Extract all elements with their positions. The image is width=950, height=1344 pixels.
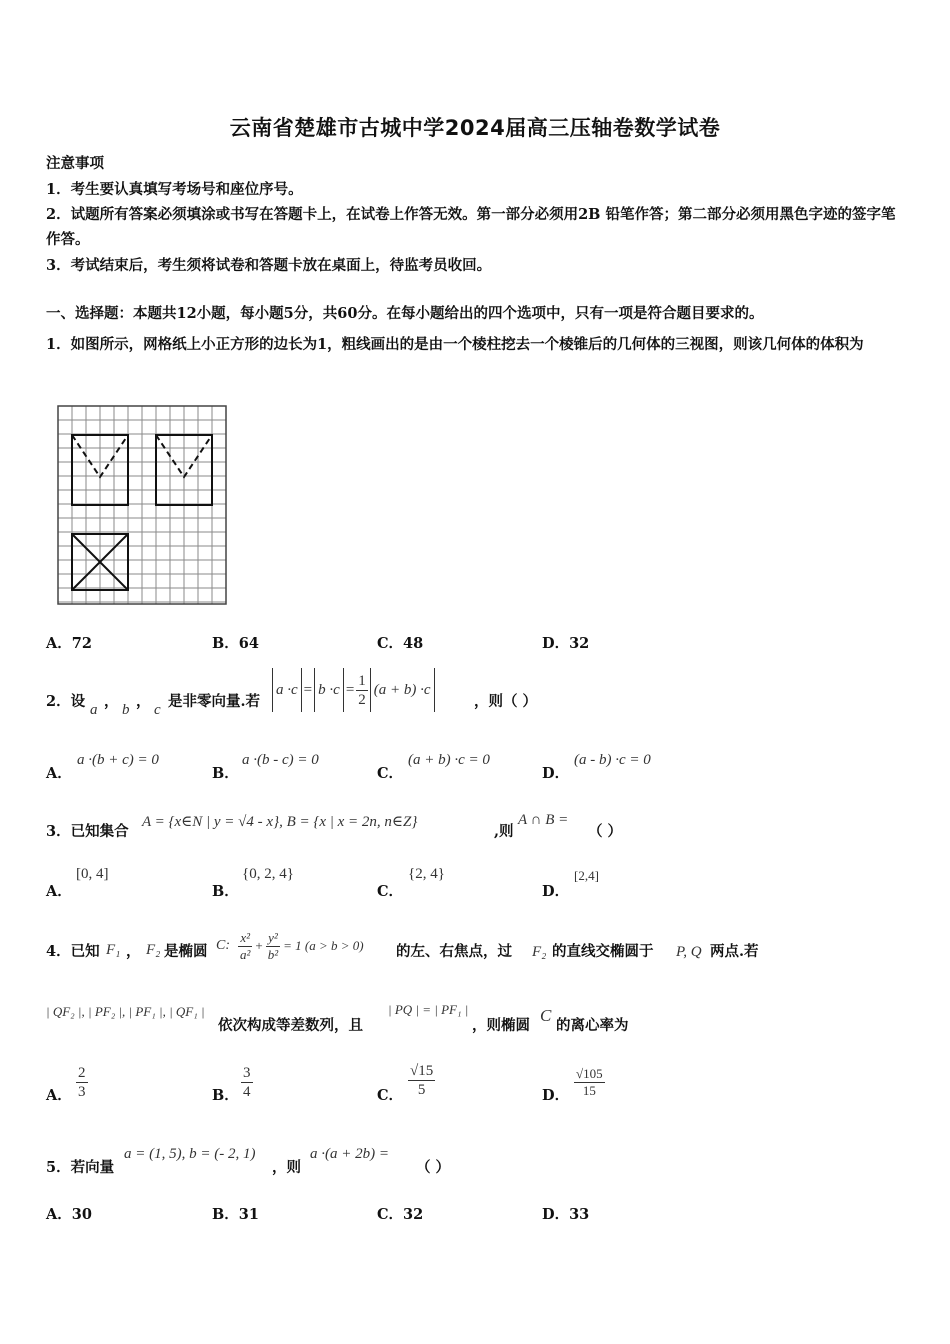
q4-option-c-frac: $\frac{√15}{5}$: [410, 1063, 434, 1098]
q3-pre: 3．已知集合: [46, 823, 129, 840]
q4-mid2: 的直线交椭圆于: [552, 943, 654, 960]
q2-option-a[interactable]: A．: [46, 765, 72, 782]
q5-option-b[interactable]: B．31: [212, 1206, 259, 1223]
q3-then: ,则: [494, 823, 514, 840]
q3-option-c[interactable]: C．: [377, 883, 404, 900]
q4-pq: P, Q: [676, 944, 702, 960]
q2-abs-2: b ·c: [314, 668, 344, 712]
q4-f1: F₁: [106, 942, 121, 958]
q3-option-c-expr: {2, 4}: [408, 866, 445, 882]
q3-option-a[interactable]: A．: [46, 883, 72, 900]
q4-c: C: [540, 1006, 552, 1025]
q2-abs-3: (a + b) ·c: [370, 668, 435, 712]
q2-option-d-expr: (a - b) ·c = 0: [574, 752, 651, 768]
q4-f2-b: F₂: [532, 944, 547, 960]
q4-f2: F₂: [146, 942, 161, 958]
section-heading: 一、选择题：本题共12小题，每小题5分，共60分。在每小题给出的四个选项中，只有一项是符合题目要求的。: [46, 305, 764, 322]
q4-tail: 的离心率为: [556, 1017, 629, 1034]
q4-option-b[interactable]: B．: [212, 1087, 239, 1104]
q2-option-d[interactable]: D．: [542, 765, 570, 782]
notice-item-1: 1．考生要认真填写考场号和座位序号。: [46, 181, 303, 198]
page-title: 云南省楚雄市古城中学2024届高三压轴卷数学试卷: [229, 116, 721, 140]
q4-condition: | PQ | = | PF₁ |: [388, 1002, 469, 1017]
q3-intersection: A ∩ B =: [518, 812, 569, 828]
q2-pre: 2．设: [46, 693, 86, 710]
q4-pre: 4．已知: [46, 943, 100, 960]
q3-option-b[interactable]: B．: [212, 883, 239, 900]
q2-option-b-expr: a ·(b - c) = 0: [242, 752, 319, 768]
q3-option-b-expr: {0, 2, 4}: [242, 866, 294, 882]
q2-condition: a ·c = b ·c = $\frac{1}{2}$ (a + b) ·c: [272, 664, 435, 716]
q2-option-a-expr: a ·(b + c) = 0: [77, 752, 159, 768]
q3-option-d-expr: [2,4]: [574, 868, 599, 883]
q5-option-c[interactable]: C．32: [377, 1206, 424, 1223]
q4-is-ellipse: 是椭圆: [164, 943, 208, 960]
q5-expression: a ·(a + 2b) =: [310, 1146, 389, 1162]
three-view-figure: [54, 402, 230, 608]
q1-option-c[interactable]: C．48: [377, 635, 424, 652]
q4-option-a-frac: $\frac{2}{3}$: [78, 1065, 86, 1100]
q4-option-a[interactable]: A．: [46, 1087, 72, 1104]
q5-option-a[interactable]: A．30: [46, 1206, 92, 1223]
q4-mid5: ，则椭圆: [472, 1017, 530, 1034]
q4-option-d-frac: $\frac{√105}{15}$: [576, 1066, 603, 1098]
q1-stem: 1．如图所示，网格纸上小正方形的边长为1，粗线画出的是由一个棱柱挖去一个棱锥后的几何体的三视图，则该几何体的体积为: [46, 336, 864, 353]
q4-option-d[interactable]: D．: [542, 1087, 570, 1104]
q3-sets: A = {x∈N | y = √4 - x}, B = {x | x = 2n, n∈Z}: [142, 814, 418, 830]
q2-half: $\frac{1}{2}$: [358, 672, 366, 708]
q5-vectors: a = (1, 5), b = (- 2, 1): [124, 1146, 256, 1162]
q2-option-b[interactable]: B．: [212, 765, 239, 782]
q4-mid3: 两点.若: [710, 943, 759, 960]
q4-ellipse-eq: C: $\frac{\text{x²}}{\text{a²}}$ + $\frac{\text{y²}}{\text{b²}}$ = 1 (a > b > 0): [216, 929, 364, 962]
q3-option-a-expr: [0, 4]: [76, 866, 109, 882]
q4-mid1: 的左、右焦点，过: [396, 943, 512, 960]
notice-item-3: 3．考试结束后，考生须将试卷和答题卡放在桌面上，待监考员收回。: [46, 257, 492, 274]
q1-option-a[interactable]: A．72: [46, 635, 92, 652]
q2-sep-2: ，: [136, 693, 151, 710]
q1-option-b[interactable]: B．64: [212, 635, 259, 652]
q2-option-c[interactable]: C．: [377, 765, 404, 782]
q4-sep: ，: [126, 943, 141, 960]
notice-heading: 注意事项: [46, 155, 104, 172]
q5-blank: （ ）: [416, 1159, 451, 1176]
q1-option-d[interactable]: D．32: [542, 635, 590, 652]
q4-sequence: | QF₂ |, | PF₂ |, | PF₁ |, | QF₁ |: [46, 1004, 205, 1019]
q2-option-c-expr: (a + b) ·c = 0: [408, 752, 490, 768]
q5-pre: 5．若向量: [46, 1159, 115, 1176]
q2-vec-b: b: [122, 702, 130, 718]
q4-option-c[interactable]: C．: [377, 1087, 404, 1104]
q2-abs-1: a ·c: [272, 668, 302, 712]
q2-sep-1: ，: [104, 693, 119, 710]
q5-option-d[interactable]: D．33: [542, 1206, 590, 1223]
q3-blank: （ ）: [588, 823, 623, 840]
q2-vec-a: a: [90, 702, 98, 718]
notice-item-2: 2．试题所有答案必须填涂或书写在答题卡上，在试卷上作答无效。第一部分必须用2B 铅笔作答；第二部分必须用黑色字迹的签字笔作答。: [46, 206, 896, 248]
q4-option-b-frac: $\frac{3}{4}$: [243, 1065, 251, 1100]
q2-vec-c: c: [154, 702, 161, 718]
q4-mid4: 依次构成等差数列，且: [218, 1017, 363, 1034]
q2-mid: 是非零向量.若: [168, 693, 261, 710]
q2-post: ，则（ ）: [474, 693, 538, 710]
q3-option-d[interactable]: D．: [542, 883, 570, 900]
q5-mid: ，则: [272, 1159, 301, 1176]
